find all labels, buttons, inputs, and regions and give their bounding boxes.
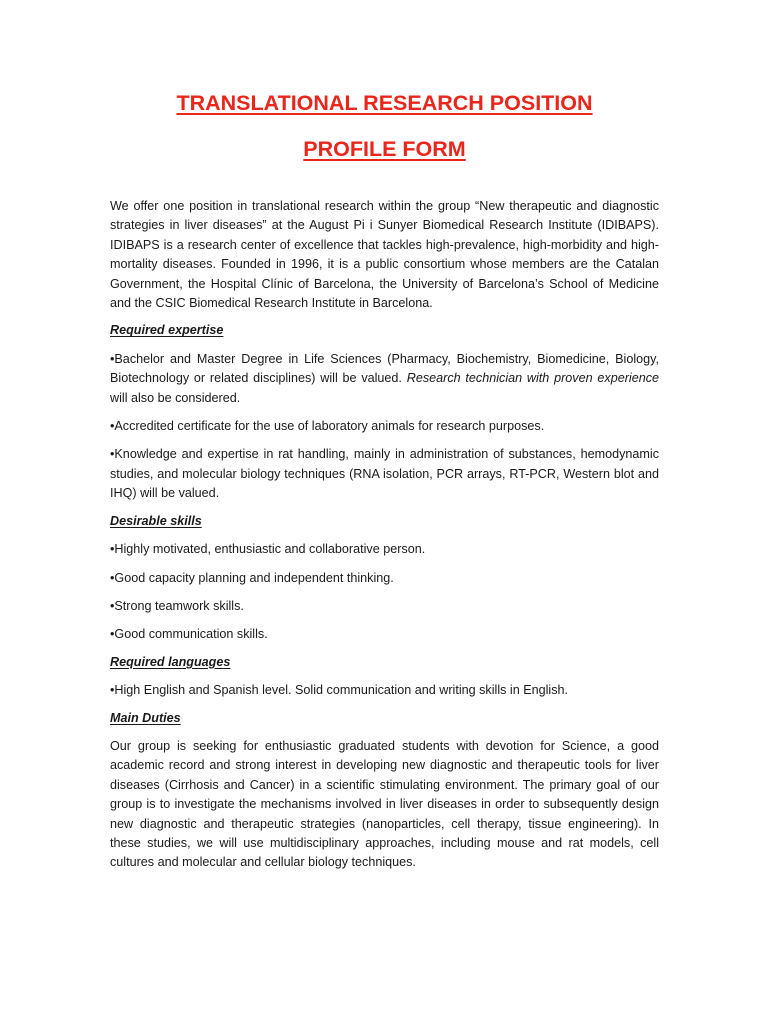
expertise-item-certificate: •Accredited certificate for the use of laboratory animals for research purposes.: [110, 419, 545, 434]
section-required-expertise: [110, 321, 659, 503]
expertise-item-degree: [110, 350, 659, 408]
title-line-1: TRANSLATIONAL RESEARCH POSITION: [176, 91, 593, 115]
skill-item: •Strong teamwork skills.: [110, 598, 244, 613]
skill-item: •Good capacity planning and independent thinking.: [110, 570, 394, 585]
title-line-2: PROFILE FORM: [303, 137, 466, 161]
heading-required-languages: Required languages: [110, 654, 231, 669]
heading-desirable-skills: Desirable skills: [110, 513, 202, 528]
section-main-duties: [110, 709, 659, 873]
expertise-item-degree-text: •Bachelor and Master Degree in Life Sciences (Pharmacy, Biochemistry, Biomedicine, Biology, Biotechnology or related disciplines) will be valued.: [110, 351, 659, 386]
skill-item: •Highly motivated, enthusiastic and collaborative person.: [110, 542, 426, 557]
heading-main-duties: Main Duties: [110, 710, 181, 725]
expertise-item-rat-handling: •Knowledge and expertise in rat handling, mainly in administration of substances, hemodynamic studies, and molecular biology techniques (RNA isolation, PCR arrays, RT-PCR, Western blot and IHQ) will be valued.: [110, 447, 659, 501]
expertise-item-degree-tail: will also be considered.: [110, 390, 241, 405]
language-item: •High English and Spanish level. Solid communication and writing skills in English.: [110, 683, 569, 698]
expertise-item-degree-italic: Research technician with proven experience: [406, 371, 659, 386]
heading-required-expertise: Required expertise: [110, 323, 224, 338]
section-required-languages: [110, 653, 659, 701]
skill-item: •Good communication skills.: [110, 627, 268, 642]
section-desirable-skills: [110, 512, 659, 645]
intro-paragraph: We offer one position in translational research within the group “New therapeutic and diagnostic strategies in liver diseases” at the August Pi i Sunyer Biomedical Research Institute (IDIBAPS). IDIBAPS is a research center of excellence that tackles high-prevalence, high-morbidity and high-mortality diseases. Founded in 1996, it is a public consortium whose members are the Catalan Government, the Hospital Clínic of Barcelona, the University of Barcelona’s School of Medicine and the CSIC Biomedical Research Institute in Barcelona.: [110, 199, 659, 311]
main-duties-paragraph: Our group is seeking for enthusiastic graduated students with devotion for Science, a good academic record and strong interest in developing new diagnostic and therapeutic tools for liver diseases (Cirrhosis and Cancer) in a scientific stimulating environment. The primary goal of our group is to investigate the mechanisms involved in liver diseases in order to subsequently design new diagnostic and therapeutic strategies (nanoparticles, cell therapy, tissue engineering). In these studies, we will use multidisciplinary approaches, including mouse and rat models, cell cultures and molecular and cellular biology techniques.: [110, 738, 659, 870]
